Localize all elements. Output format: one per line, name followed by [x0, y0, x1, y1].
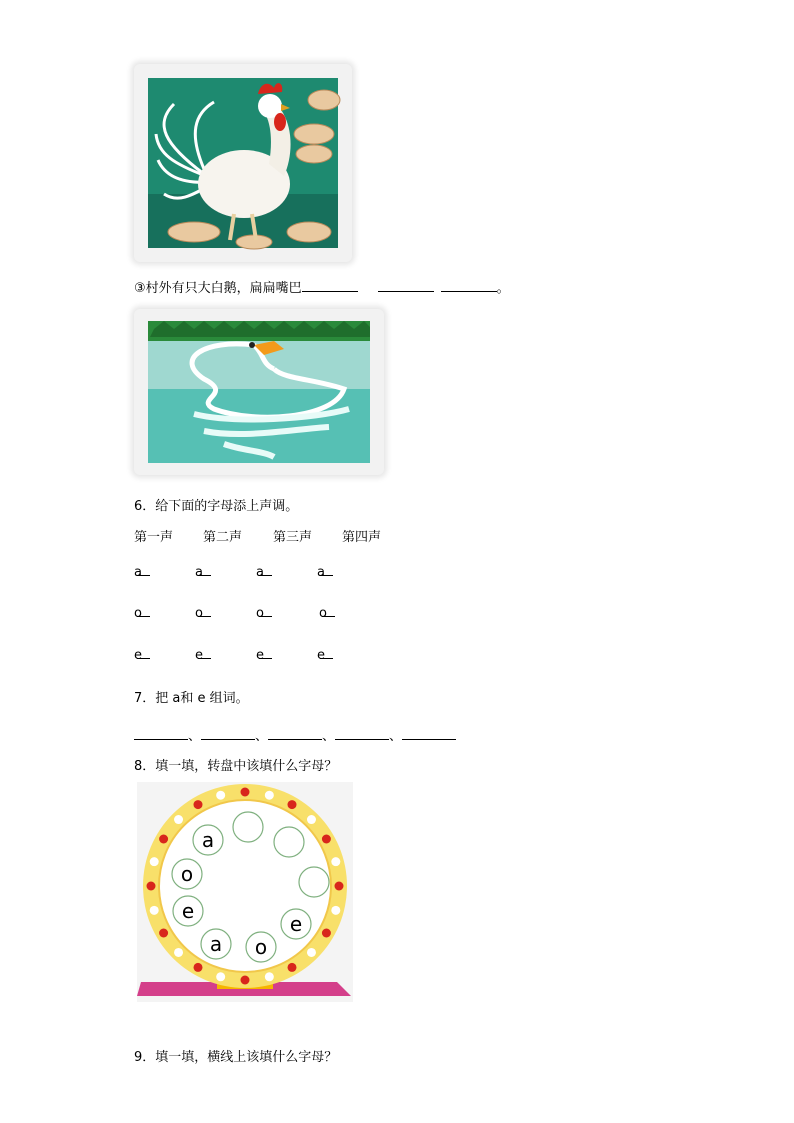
answer-blank[interactable] — [402, 727, 456, 740]
ring-dot — [216, 972, 225, 981]
letter-wheel — [137, 782, 353, 1002]
ring-dot — [194, 800, 203, 809]
rooster-picture — [134, 64, 352, 262]
answer-blank[interactable] — [302, 279, 358, 292]
ring-dot — [150, 906, 159, 915]
ring-dot — [159, 835, 168, 844]
tone-headers — [0, 526, 794, 545]
ring-dot — [174, 815, 183, 824]
wheel-letter: o — [180, 862, 194, 886]
q8-title: 8．填一填，转盘中该填什么字母？ — [134, 759, 338, 774]
ring-dot — [216, 791, 225, 800]
ring-dot — [335, 882, 344, 891]
answer-blank[interactable] — [441, 279, 497, 292]
q7-title: 7．把 a和 e 组词。 — [134, 691, 249, 706]
ring-dot — [322, 929, 331, 938]
wheel-letter: a — [201, 828, 215, 852]
ring-dot — [265, 791, 274, 800]
tone-row-o: o o o o — [0, 606, 794, 622]
ring-dot — [288, 800, 297, 809]
ring-dot — [331, 857, 340, 866]
answer-blank[interactable] — [134, 727, 188, 740]
ring-dot — [194, 963, 203, 972]
ring-dot — [174, 948, 183, 957]
ring-dot — [150, 857, 159, 866]
ring-dot — [307, 815, 316, 824]
q7-answer-line: 、 、 、 、 — [134, 725, 456, 744]
ring-dot — [265, 972, 274, 981]
ring-dot — [147, 882, 156, 891]
wheel-letter: e — [289, 912, 303, 936]
ring-dot — [159, 929, 168, 938]
wheel-letter: a — [209, 932, 223, 956]
ring-dot — [331, 906, 340, 915]
answer-blank[interactable] — [268, 727, 322, 740]
ring-dot — [307, 948, 316, 957]
q5-item3-line — [134, 277, 510, 296]
tone-header: 第三声 — [273, 530, 313, 545]
answer-blank[interactable] — [335, 727, 389, 740]
ring-dot — [288, 963, 297, 972]
wheel-letter: e — [181, 899, 195, 923]
ring-dot — [241, 788, 250, 797]
goose-picture — [134, 309, 384, 475]
ring-dot — [322, 835, 331, 844]
ring-dot — [241, 976, 250, 985]
tone-row-e: e e e e — [0, 648, 794, 664]
tone-row-a: a a a a — [0, 565, 794, 581]
tone-header: 第二声 — [203, 530, 243, 545]
q9-title: 9．填一填，横线上该填什么字母？ — [134, 1050, 338, 1065]
tone-header: 第四声 — [342, 530, 382, 545]
end-punct: 。 — [496, 281, 510, 296]
answer-blank[interactable] — [201, 727, 255, 740]
tone-header: 第一声 — [134, 530, 174, 545]
q5-item3-text: ③村外有只大白鹅，扁扁嘴巴 — [134, 281, 302, 296]
wheel-letter: o — [254, 935, 268, 959]
answer-blank[interactable] — [378, 279, 434, 292]
q6-title: 6．给下面的字母添上声调。 — [134, 499, 299, 514]
